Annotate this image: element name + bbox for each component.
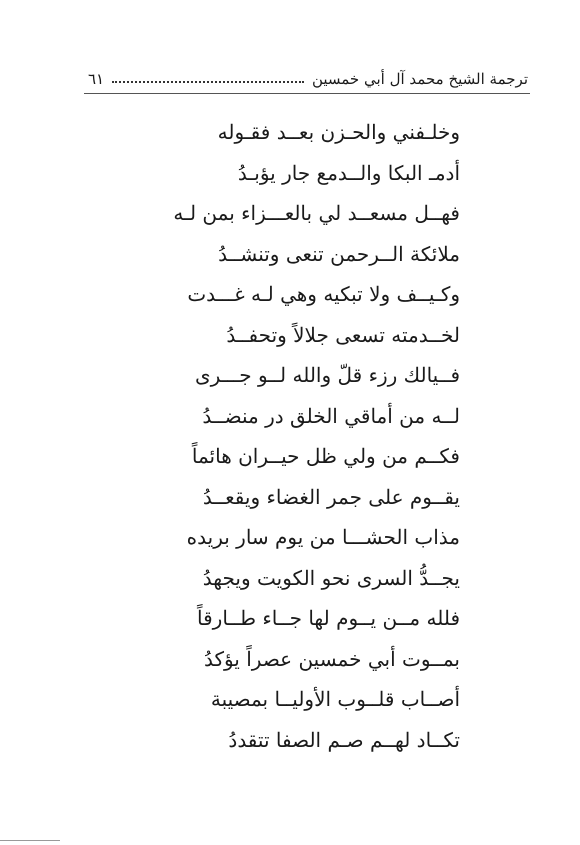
verse-line: فهــل مسعــد لي بالعـــزاء بمن لـه	[173, 201, 460, 226]
verse-line: فكــم من ولي ظل حيــران هائماً	[191, 444, 460, 469]
verse-line: وكـيــف ولا تبكيه وهي لـه غـــدت	[187, 282, 460, 307]
verse-line: لخــدمته تسعى جلالاً وتحفــدُ	[226, 322, 460, 347]
poem-body	[140, 112, 460, 760]
footer-rule	[0, 840, 60, 841]
verse-line: يجــدُّ السرى نحو الكويت ويجهدُ	[202, 565, 460, 590]
running-title: ترجمة الشيخ محمد آل أبي خمسين	[311, 70, 528, 88]
verse-line: فلله مــن يــوم لها جــاء طــارقاً	[197, 606, 460, 631]
verse-line: أدمـ البكا والــدمع جار يؤبـدُ	[237, 160, 460, 185]
verse-line: تكــاد لهــم صـم الصفا تتقددُ	[228, 727, 460, 752]
verse-line: وخلـفني والحـزن بعــد فقـوله	[217, 120, 460, 145]
page-number: ٦١	[88, 70, 105, 88]
verse-line: مذاب الحشـــا من يوم سار بريده	[186, 525, 460, 550]
verse-line: ملائكة الــرحمن تنعى وتنشــدُ	[218, 241, 460, 266]
verse-line: بمــوت أبي خمسين عصراً يؤكدُ	[203, 646, 460, 671]
verse-line: يقــوم على جمر الغضاء ويقعــدُ	[202, 484, 460, 509]
page-header	[88, 66, 528, 92]
header-rule	[84, 93, 530, 94]
verse-line: فــيالك رزء قلّ والله لــو جـــرى	[195, 363, 460, 388]
leader-dots	[112, 81, 304, 83]
verse-line: لــه من أماقي الخلق در منضــدُ	[202, 403, 460, 428]
verse-line: أصــاب قلــوب الأوليــا بمصيبة	[210, 687, 460, 712]
